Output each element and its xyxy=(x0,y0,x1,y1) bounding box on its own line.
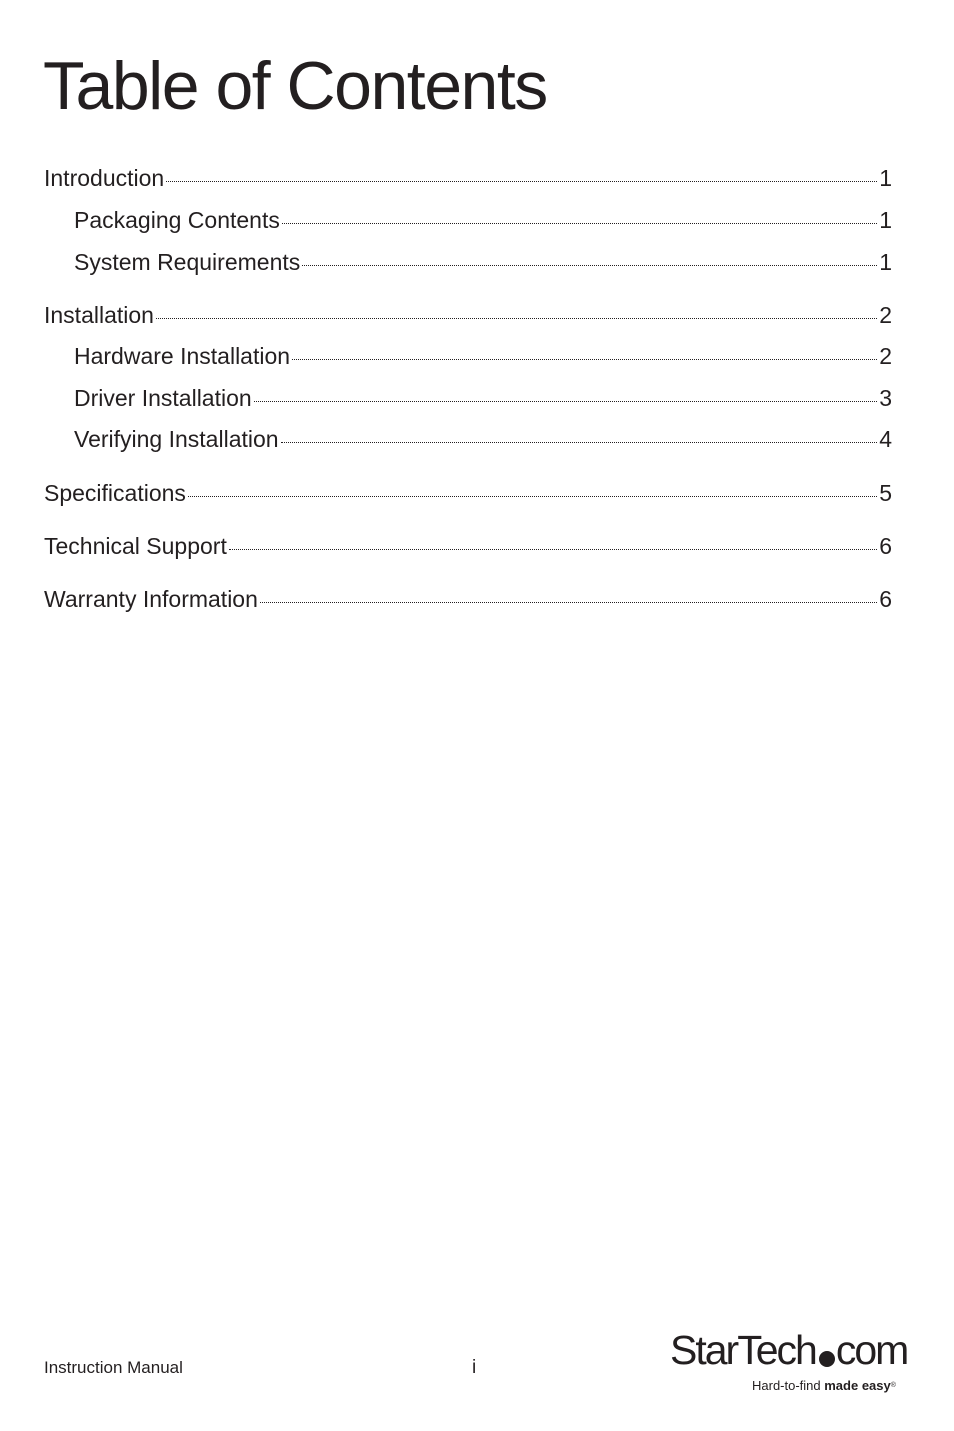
toc-entry-page: 1 xyxy=(879,207,892,233)
toc-entry-title: System Requirements xyxy=(74,249,301,275)
registered-mark: ® xyxy=(890,1382,896,1389)
toc-entry-page: 2 xyxy=(879,343,892,369)
toc-entry-technical-support[interactable] xyxy=(44,532,892,560)
toc-entry-page: 6 xyxy=(879,586,892,612)
footer-document-label: Instruction Manual xyxy=(44,1358,183,1377)
table-of-contents xyxy=(44,0,892,700)
toc-entry-title: Packaging Contents xyxy=(74,207,280,233)
toc-entry-page: 6 xyxy=(879,533,892,559)
toc-dot-leader xyxy=(282,223,877,224)
toc-entry-page: 1 xyxy=(879,249,892,275)
toc-entry-title: Specifications xyxy=(44,480,186,506)
toc-entry-driver-installation[interactable] xyxy=(74,384,892,412)
toc-entry-title: Verifying Installation xyxy=(74,426,279,452)
toc-entry-packaging-contents[interactable] xyxy=(74,206,892,234)
toc-dot-leader xyxy=(292,359,877,360)
toc-entry-title: Hardware Installation xyxy=(74,343,291,369)
page-title: Table of Contents xyxy=(43,48,547,124)
toc-entry-specifications[interactable] xyxy=(44,479,892,507)
logo-suffix: com xyxy=(835,1327,908,1373)
toc-entry-system-requirements[interactable] xyxy=(74,248,892,276)
toc-dot-leader xyxy=(229,549,877,550)
toc-dot-leader xyxy=(188,496,877,497)
toc-entry-hardware-installation[interactable] xyxy=(74,342,892,370)
toc-entry-title: Technical Support xyxy=(44,533,227,559)
footer-page-number: i xyxy=(472,1357,477,1378)
toc-dot-leader xyxy=(260,602,877,603)
toc-entry-page: 2 xyxy=(879,302,892,328)
toc-dot-leader xyxy=(281,442,878,443)
logo-dot-icon xyxy=(819,1351,835,1367)
toc-entry-page: 1 xyxy=(879,165,892,191)
logo-brand: StarTech xyxy=(670,1327,816,1373)
toc-entry-warranty-information[interactable] xyxy=(44,585,892,613)
logo-tagline-plain: Hard-to-find xyxy=(752,1378,825,1393)
logo-wordmark xyxy=(670,1326,907,1374)
toc-entry-verifying-installation[interactable] xyxy=(74,425,892,453)
toc-entry-page: 4 xyxy=(879,426,892,452)
toc-entry-introduction[interactable] xyxy=(44,164,892,192)
toc-dot-leader xyxy=(302,265,877,266)
toc-entry-page: 5 xyxy=(879,480,892,506)
toc-dot-leader xyxy=(254,401,878,402)
toc-entry-page: 3 xyxy=(879,385,892,411)
logo-tagline-bold: made easy xyxy=(824,1378,891,1393)
toc-entry-title: Introduction xyxy=(44,165,165,191)
toc-entry-title: Driver Installation xyxy=(74,385,252,411)
toc-dot-leader xyxy=(156,318,877,319)
toc-entry-title: Installation xyxy=(44,302,154,328)
toc-dot-leader xyxy=(166,181,877,182)
toc-entry-title: Warranty Information xyxy=(44,586,258,612)
toc-entry-installation[interactable] xyxy=(44,301,892,329)
startech-logo xyxy=(670,1326,920,1398)
logo-tagline xyxy=(752,1378,896,1394)
